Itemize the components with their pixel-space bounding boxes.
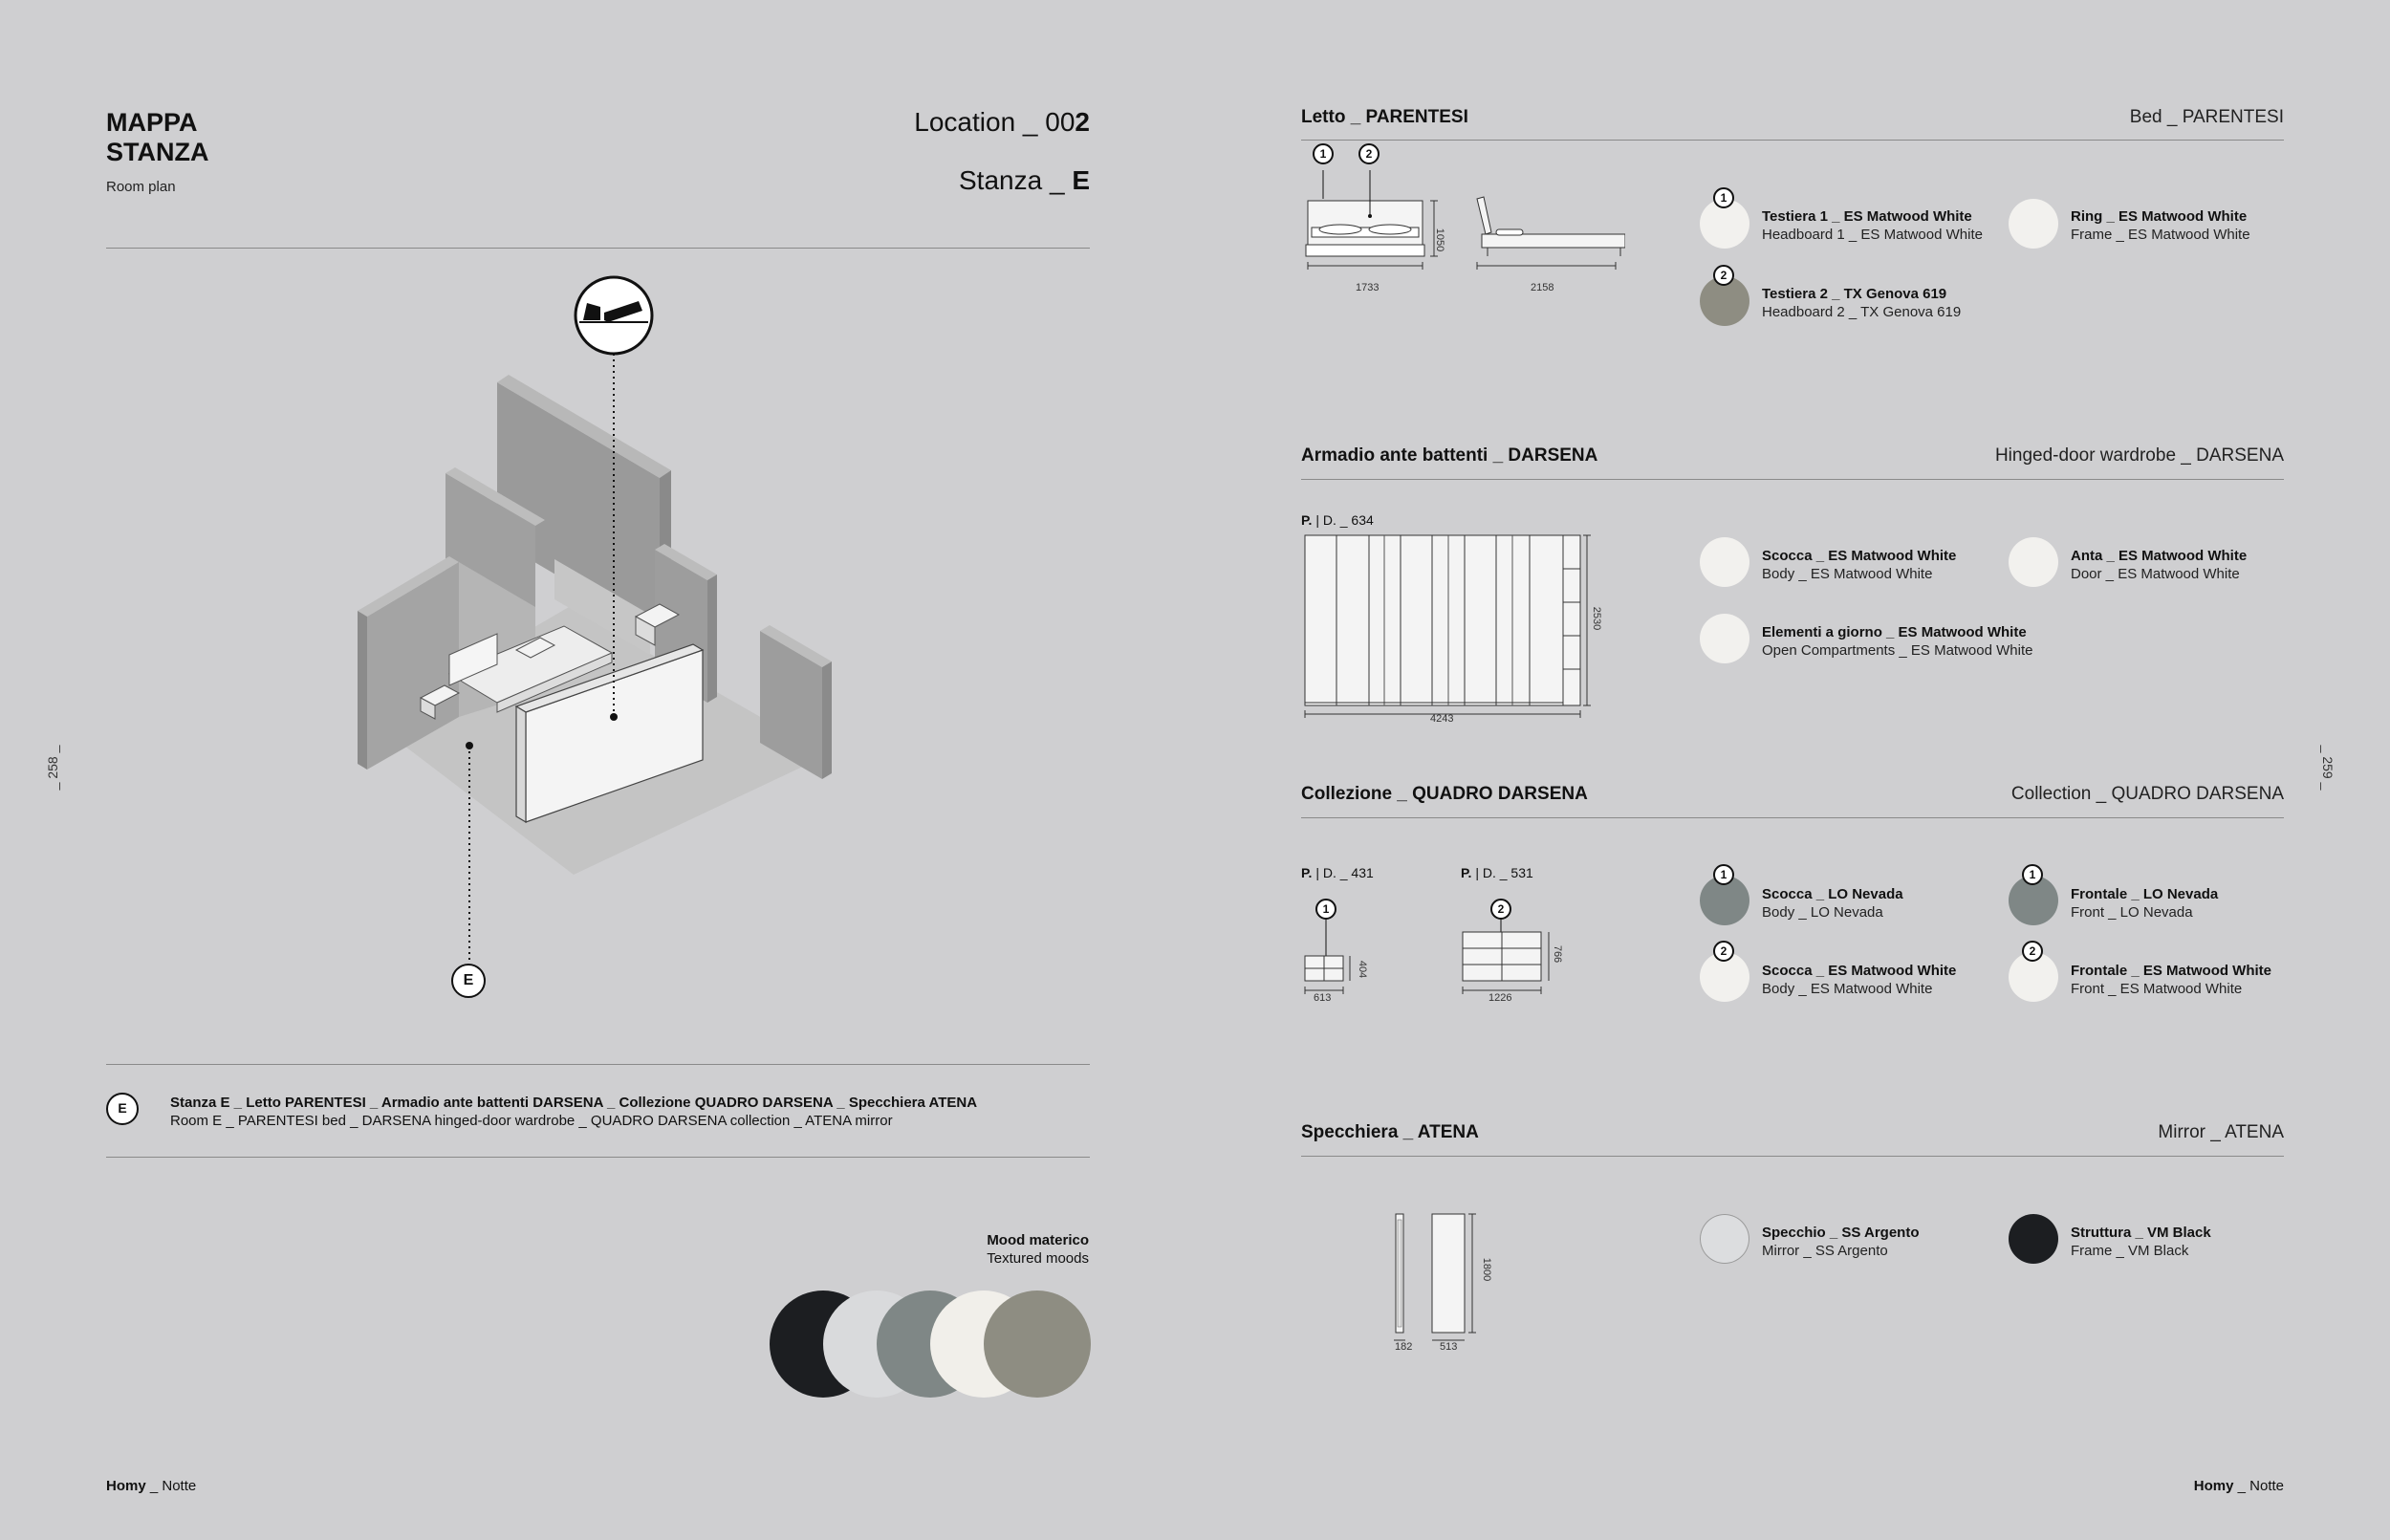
mood-title: Mood materico [987,1232,1089,1248]
section-title-mirror-en: Mirror _ ATENA [2158,1122,2284,1142]
footer-brand: Homy [106,1478,146,1494]
swatch-label-ring [2071,207,2250,244]
label-it: Scocca _ ES Matwood White [1762,963,1957,979]
label-it: Frontale _ LO Nevada [2071,886,2219,902]
depth-value: | D. _ 431 [1312,865,1374,880]
bed-icon [576,277,652,354]
divider [1301,1156,2284,1157]
swatch-label-collection-front-1 [2071,885,2218,922]
swatch-label-collection-body-2 [1762,962,1956,998]
label-it: Frontale _ ES Matwood White [2071,963,2272,979]
collection-item1-height: 404 [1357,960,1369,979]
swatch-label-wardrobe-body [1762,547,1956,583]
swatch-badge: 1 [1713,864,1734,885]
swatch-label-wardrobe-door [2071,547,2247,583]
divider [106,248,1090,249]
swatch-label-mirror-frame [2071,1224,2211,1260]
label-en: Headboard 1 _ ES Matwood White [1762,227,1983,243]
swatch-badge: 2 [2022,941,2043,962]
swatch-wardrobe-door [2009,537,2058,587]
wardrobe-dim-width: 4243 [1430,713,1454,725]
page-number-right: _ 259 _ [2320,745,2336,791]
label-en: Frame _ ES Matwood White [2071,227,2250,243]
label-en: Door _ ES Matwood White [2071,566,2240,582]
depth-value: | D. _ 634 [1312,512,1374,528]
swatch-mirror-frame [2009,1214,2058,1264]
label-en: Body _ LO Nevada [1762,904,1883,921]
divider [1301,140,2284,141]
section-title-collection: Collezione _ QUADRO DARSENA [1301,784,1588,804]
page-subtitle: Room plan [106,179,176,195]
mirror-dim-depth: 182 [1395,1341,1413,1353]
swatch-label-collection-body-1 [1762,885,1903,922]
label-it: Struttura _ VM Black [2071,1225,2211,1241]
bed-dim-width: 1733 [1356,282,1380,293]
swatch-label-headboard-2 [1762,285,1961,321]
label-en: Body _ ES Matwood White [1762,981,1933,997]
collection-item1-width: 613 [1314,992,1332,1004]
collection-badge-1: 1 [1315,899,1336,920]
label-en: Frame _ VM Black [2071,1243,2189,1259]
label-en: Body _ ES Matwood White [1762,566,1933,582]
stanza-letter: E [1072,165,1090,195]
room-marker-e: E [451,964,486,998]
title-line-1: MAPPA [106,108,198,137]
depth-prefix: P. [1461,865,1472,880]
section-title-wardrobe-en: Hinged-door wardrobe _ DARSENA [1994,445,2284,466]
footer-brand: Homy [2193,1478,2234,1494]
page-title [106,108,209,167]
swatch-badge: 1 [1713,187,1734,208]
label-en: Mirror _ SS Argento [1762,1243,1888,1259]
label-en: Front _ LO Nevada [2071,904,2193,921]
swatch-label-collection-front-2 [2071,962,2271,998]
section-title-collection-en: Collection _ QUADRO DARSENA [2010,784,2284,804]
section-title-bed-en: Bed _ PARENTESI [2129,107,2284,127]
mirror-dim-height: 1800 [1481,1257,1493,1282]
location-label [822,107,1090,138]
stanza-prefix: Stanza _ [959,165,1073,195]
label-it: Elementi a giorno _ ES Matwood White [1762,624,2027,640]
room-plan-illustration [354,272,851,1009]
divider [1301,817,2284,818]
label-en: Front _ ES Matwood White [2071,981,2243,997]
mood-swatch [984,1291,1091,1398]
swatch-badge: 2 [1713,941,1734,962]
footer-left [106,1478,196,1494]
collection-item2-width: 1226 [1488,992,1512,1004]
swatch-wardrobe-body [1700,537,1749,587]
divider [106,1064,1090,1065]
swatch-mirror-glass [1700,1214,1749,1264]
depth-value: | D. _ 531 [1471,865,1533,880]
label-it: Specchio _ SS Argento [1762,1225,1920,1241]
collection-item1-depth [1301,865,1374,880]
depth-prefix: P. [1301,865,1313,880]
bed-drawing [1300,141,1625,294]
wardrobe-dim-height: 2530 [1591,606,1603,631]
label-it: Anta _ ES Matwood White [2071,548,2248,564]
label-it: Scocca _ ES Matwood White [1762,548,1957,564]
label-it: Testiera 2 _ TX Genova 619 [1762,286,1947,302]
swatch-wardrobe-open [1700,614,1749,663]
legend-marker-e: E [106,1093,139,1125]
mood-swatches [770,1291,1090,1398]
wardrobe-drawing [1300,531,1597,722]
mood-subtitle: Textured moods [987,1250,1089,1267]
bed-badge-1: 1 [1313,143,1334,164]
swatch-badge: 1 [2022,864,2043,885]
mood-heading [822,1231,1089,1268]
collection-item2-depth [1461,865,1533,880]
bed-dim-depth: 2158 [1531,282,1554,293]
mirror-dim-width: 513 [1440,1341,1458,1353]
label-en: Open Compartments _ ES Matwood White [1762,642,2033,659]
footer-section: _ Notte [2233,1478,2284,1494]
collection-item2-height: 766 [1552,944,1564,964]
footer-right [2094,1478,2284,1494]
legend-line-it: Stanza E _ Letto PARENTESI _ Armadio ante battenti DARSENA _ Collezione QUADRO DARSENA _ Specchiera ATENA [170,1095,978,1111]
swatch-label-wardrobe-open [1762,623,2032,660]
section-title-mirror: Specchiera _ ATENA [1301,1122,1479,1142]
room-legend [170,1094,977,1130]
page-number-left: _ 258 _ [45,745,60,791]
title-line-2: STANZA [106,138,209,166]
label-en: Headboard 2 _ TX Genova 619 [1762,304,1962,320]
label-it: Scocca _ LO Nevada [1762,886,1903,902]
wardrobe-depth [1301,512,1374,528]
bed-badge-2: 2 [1358,143,1380,164]
swatch-badge: 2 [1713,265,1734,286]
label-it: Ring _ ES Matwood White [2071,208,2248,225]
swatch-ring [2009,199,2058,249]
divider [1301,479,2284,480]
bed-dim-height: 1050 [1434,228,1446,252]
stanza-label [822,165,1090,196]
footer-section: _ Notte [145,1478,197,1494]
swatch-label-mirror-glass [1762,1224,1919,1260]
legend-line-en: Room E _ PARENTESI bed _ DARSENA hinged-door wardrobe _ QUADRO DARSENA collection _ ATENA mirror [170,1113,893,1129]
collection-badge-2: 2 [1490,899,1511,920]
location-prefix: Location _ 00 [914,107,1076,137]
label-it: Testiera 1 _ ES Matwood White [1762,208,1972,225]
swatch-label-headboard-1 [1762,207,1983,244]
section-title-wardrobe: Armadio ante battenti _ DARSENA [1301,445,1598,466]
divider [106,1157,1090,1158]
section-title-bed: Letto _ PARENTESI [1301,107,1468,127]
depth-prefix: P. [1301,512,1313,528]
location-number: 2 [1075,107,1090,137]
